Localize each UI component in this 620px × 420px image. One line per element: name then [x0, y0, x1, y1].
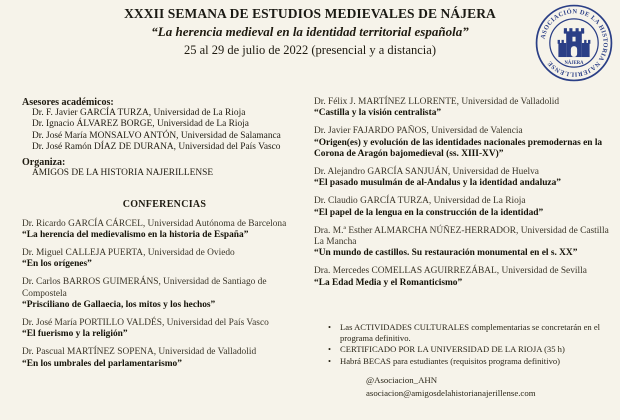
- advisors-list: [22, 108, 307, 153]
- talk-title: “Un mundo de castillos. Su restauración monumental en el s. XX”: [314, 248, 578, 259]
- conference-item: [314, 167, 612, 189]
- speaker: Dra. M.ª Esther ALMARCHA NÚÑEZ-HERRADOR, Universidad de Castilla La Mancha: [314, 225, 609, 248]
- speaker: Dr. José María PORTILLO VALDÉS, Universidad del País Vasco: [22, 318, 269, 329]
- talk-title: “Origen(es) y evolución de las identidades nacionales premodernas en la Corona de Aragón bajomedieval (ss. XIII-XV)”: [314, 137, 603, 159]
- association-seal-logo: [535, 4, 613, 82]
- talk-title: “En los umbrales del parlamentarismo”: [22, 358, 182, 369]
- note-item: • Las ACTIVIDADES CULTURALES complementarias se concretarán en el programa definitivo.: [326, 322, 616, 343]
- organiza-title: Organiza:: [22, 157, 66, 169]
- event-dates: 25 al 29 de julio de 2022 (presencial y a distancia): [183, 43, 436, 57]
- conference-item: [314, 226, 612, 260]
- advisors-title: Asesores académicos:: [22, 97, 114, 108]
- note-item: • Habrá BECAS para estudiantes (requisitos programa definitivo): [326, 356, 616, 367]
- header: [0, 6, 620, 58]
- conference-item: [314, 266, 612, 288]
- left-column: [22, 97, 307, 370]
- conference-item: [314, 196, 612, 218]
- conference-item: [22, 347, 307, 369]
- event-title: XXXII SEMANA DE ESTUDIOS MEDIEVALES DE NÁJERA: [124, 6, 496, 21]
- speaker: Dr. Félix J. MARTÍNEZ LLORENTE, Universidad de Valladolid: [314, 97, 560, 107]
- talk-title: “La Edad Media y el Romanticismo”: [314, 277, 463, 288]
- note-item: • CERTIFICADO POR LA UNIVERSIDAD DE LA RIOJA (35 h): [326, 344, 616, 355]
- notes-block: [326, 322, 616, 399]
- notes-list: [326, 322, 616, 366]
- conference-item: [22, 277, 307, 311]
- talk-title: “En los orígenes”: [22, 259, 92, 270]
- talk-title: “La herencia del medievalismo en la historia de España”: [22, 229, 249, 240]
- event-subtitle: “La herencia medieval en la identidad territorial española”: [151, 24, 469, 39]
- advisor-item: Dr. José María MONSALVO ANTÓN, Universidad de Salamanca: [32, 130, 281, 141]
- conferences-title: CONFERENCIAS: [122, 199, 207, 211]
- speaker: Dr. Javier FAJARDO PAÑOS, Universidad de Valencia: [314, 126, 523, 137]
- organiza-name: AMIGOS DE LA HISTORIA NAJERILLENSE: [32, 168, 214, 179]
- conference-item: [314, 126, 612, 160]
- speaker: Dr. Claudio GARCÍA TURZA, Universidad de La Rioja: [314, 196, 526, 207]
- right-column: [314, 97, 612, 289]
- advisor-item: Dr. F. Javier GARCÍA TURZA, Universidad de La Rioja: [32, 108, 246, 119]
- conference-item: [314, 97, 612, 119]
- speaker: Dr. Alejandro GARCÍA SANJUÁN, Universidad de Huelva: [314, 167, 539, 178]
- social-handle[interactable]: @Asociacion_AHN: [366, 375, 438, 386]
- contact-block: [326, 374, 616, 399]
- advisor-item: Dr. Ignacio ÁLVAREZ BORGE, Universidad de La Rioja: [32, 119, 249, 130]
- talk-title: “Prisciliano de Gallaecia, los mitos y los hechos”: [22, 299, 216, 310]
- talk-title: “El fuerismo y la religión”: [22, 329, 128, 340]
- conference-item: [22, 248, 307, 270]
- seal-ring-text: ASOCIACIÓN DE LA HISTORIA NAJERILLENSE: [539, 8, 609, 78]
- speaker: Dr. Carlos BARROS GUIMERÁNS, Universidad de Santiago de Compostela: [22, 277, 267, 299]
- conference-item: [22, 318, 307, 340]
- speaker: Dr. Ricardo GARCÍA CÁRCEL, Universidad Autónoma de Barcelona: [22, 218, 287, 229]
- talk-title: “El papel de la lengua en la construcción de la identidad”: [314, 207, 544, 218]
- conference-item: [22, 219, 307, 241]
- speaker: Dr. Miguel CALLEJA PUERTA, Universidad de Oviedo: [22, 248, 235, 259]
- seal-bottom-text: NÁJERA: [564, 61, 584, 67]
- speaker: Dr. Pascual MARTÍNEZ SOPENA, Universidad de Valladolid: [22, 347, 257, 358]
- contact-email[interactable]: asociacion@amigosdelahistorianajerillense.com: [366, 387, 536, 398]
- advisor-item: Dr. José Ramón DÍAZ DE DURANA, Universidad del País Vasco: [32, 141, 281, 152]
- talk-title: “Castilla y la visión centralista”: [314, 108, 442, 119]
- speaker: Dra. Mercedes COMELLAS AGUIRREZÁBAL, Universidad de Sevilla: [314, 266, 587, 277]
- talk-title: “El pasado musulmán de al-Andalus y la identidad andaluza”: [314, 178, 561, 189]
